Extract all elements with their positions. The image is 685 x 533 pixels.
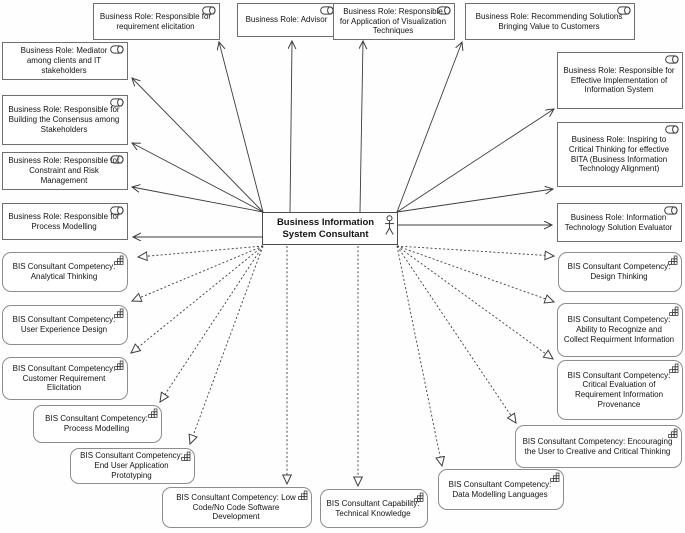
competency-node-process-modelling — [33, 405, 162, 443]
competency-node-analytical-thinking — [2, 252, 128, 292]
business-role-icon — [664, 206, 678, 215]
competency-grid-icon — [298, 490, 308, 500]
business-role-icon — [665, 125, 679, 134]
node-label: BIS Consultant Competency: Customer Requirement Elicitation — [12, 363, 116, 393]
competency-grid-icon — [550, 472, 560, 482]
node-label: Business Information System Consultant — [276, 216, 375, 240]
business-role-icon — [110, 98, 124, 107]
competency-grid-icon — [668, 255, 678, 265]
node-label: Business Role: Responsible for Constraint and Risk Management — [8, 156, 120, 185]
node-label: BIS Consultant Competency: Process Modelling — [45, 414, 148, 433]
node-label: BIS Consultant Competency: Design Thinking — [567, 262, 671, 281]
node-label: BIS Consultant Competency: End User Application Prototyping — [80, 451, 183, 480]
node-label: BIS Consultant Competency: Data Modelling Languages — [448, 479, 552, 499]
business-role-icon — [110, 206, 124, 215]
node-label: BIS Consultant Competency: Encouraging the User to Creative and Critical Thinking — [522, 436, 673, 456]
competency-grid-icon — [148, 408, 158, 418]
node-label: Business Role: Responsible for Effective Implementation of Information System — [563, 65, 675, 95]
competency-node-customer-requirement-elicitation — [2, 357, 128, 400]
node-label: BIS Consultant Competency: Low Code/No Code Software Development — [176, 492, 296, 522]
node-label: BIS Consultant Competency: Analytical Thinking — [12, 262, 116, 281]
node-label: Business Role: Responsible for Application of Visualization Techniques — [339, 6, 447, 36]
competency-node-design-thinking — [558, 252, 682, 292]
business-role-icon — [320, 6, 334, 15]
role-node-constraint-risk-management — [2, 152, 128, 190]
competency-grid-icon — [114, 255, 124, 265]
node-label: Business Role: Mediator among clients and IT stakeholders — [20, 46, 108, 75]
competency-connectors — [131, 246, 554, 486]
competency-node-recognize-collect-requirement-information — [557, 303, 683, 357]
role-node-process-modelling — [2, 203, 128, 240]
competency-grid-icon — [669, 363, 679, 373]
competency-grid-icon — [669, 306, 679, 316]
node-label: Business Role: Information Technology Solution Evaluator — [564, 212, 673, 232]
role-node-visualization-techniques — [333, 3, 455, 40]
competency-node-data-modelling-languages — [438, 469, 564, 510]
role-node-building-consensus — [2, 95, 128, 145]
node-label: BIS Consultant Competency: User Experience Design — [12, 315, 116, 334]
actor-icon — [384, 215, 395, 237]
capability-node-technical-knowledge — [320, 489, 428, 528]
role-node-inspiring-critical-thinking-bita — [557, 122, 683, 187]
competency-node-critical-evaluation-provenance — [557, 360, 683, 420]
role-node-effective-implementation — [557, 52, 683, 109]
competency-node-user-experience-design — [2, 305, 128, 345]
role-node-recommending-solutions — [465, 3, 635, 40]
competency-node-encouraging-creative-critical-thinking — [515, 425, 682, 468]
central-node-business-information-system-consultant — [262, 212, 398, 245]
competency-grid-icon — [114, 308, 124, 318]
node-label: Business Role: Responsible for Process Modelling — [8, 211, 120, 231]
business-role-icon — [202, 6, 216, 15]
competency-grid-icon — [181, 451, 191, 461]
node-label: BIS Consultant Competency: Ability to Recognize and Collect Requirment Information — [563, 315, 675, 344]
node-label: BIS Consultant Competency: Critical Evaluation of Requirement Information Provenance — [567, 370, 671, 409]
node-label: Business Role: Responsible for Building the Consensus among Stakeholders — [8, 105, 120, 134]
business-role-icon — [617, 6, 631, 15]
competency-grid-icon — [414, 492, 424, 502]
node-label: Business Role: Responsible for requirement elicitation — [99, 11, 212, 31]
competency-node-end-user-application-prototyping — [70, 448, 195, 484]
role-connectors — [132, 41, 554, 237]
competency-grid-icon — [114, 360, 124, 370]
role-node-requirement-elicitation — [93, 3, 220, 40]
business-role-icon — [665, 55, 679, 64]
role-node-it-solution-evaluator — [557, 203, 682, 242]
business-role-icon — [110, 45, 124, 54]
business-role-icon — [110, 155, 124, 164]
node-label: Business Role: Inspiring to Critical Thinking for effective BITA (Business Information Technology Alignment) — [568, 135, 670, 174]
node-label: Business Role: Advisor — [245, 15, 328, 25]
competency-grid-icon — [668, 428, 678, 438]
role-node-mediator — [2, 42, 128, 80]
node-label: Business Role: Recommending Solutions Bringing Value to Customers — [475, 11, 623, 31]
competency-node-low-code-no-code — [162, 487, 312, 528]
node-label: BIS Consultant Capability: Technical Knowledge — [326, 498, 420, 518]
business-role-icon — [437, 6, 451, 15]
role-node-advisor — [237, 3, 338, 37]
